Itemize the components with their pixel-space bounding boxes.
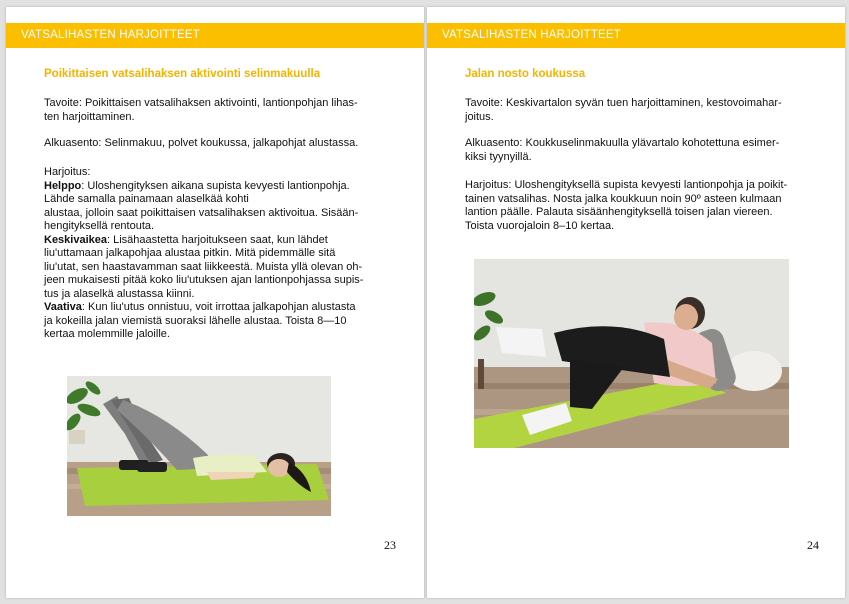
level-line: tus ja alaselkä alustassa kiinni. [44,287,195,300]
level-line: Lähde samalla painamaan alaselkää kohti [44,193,249,205]
instruction-line: Toista vuorojaloin 8–10 kertaa. [465,219,615,232]
start-position-paragraph [465,137,821,164]
section-header-band [6,23,424,48]
document-page-23 [6,7,424,598]
section-header-text: VATSALIHASTEN HARJOITTEET [442,29,622,41]
exercise-title: Jalan nosto koukussa [465,68,586,80]
level-line: hengityksellä rentouta. [44,220,155,232]
goal-line: ten harjoittaminen. [44,110,135,123]
instructions-paragraph [44,166,400,342]
level-line: kertaa molemmille jaloille. [44,328,170,340]
level-line: : Lisähaastetta harjoitukseen saat, kun lähdet [107,233,328,246]
exercise-title: Poikittaisen vatsalihaksen aktivointi selinmakuulla [44,68,321,80]
instructions-heading: Harjoitus: [44,166,91,178]
start-line: kiksi tyynyillä. [465,150,532,163]
level-line: ja kokeilla jalan viemistä suoraksi lähelle alustaa. Toista 8—10 [44,314,347,327]
exercise-photo-pelvic-activation [67,376,331,516]
section-header-band [427,23,845,48]
goal-paragraph [465,97,821,124]
instruction-line: tainen vatsalihas. Nosta jalka koukkuun noin 90º asteen kulmaan [465,192,782,205]
start-line: Alkuasento: Koukkuselinmakuulla ylävartalo kohotettuna esimer- [465,137,780,149]
level-name-easy: Helppo [44,179,82,192]
level-line: : Kun liu'utus onnistuu, voit irrottaa jalkapohjan alustasta [81,301,356,313]
level-line: jeen mukaisesti pitää koko liu'utuksen ajan lantionpohjassa supis- [44,274,364,286]
instructions-paragraph [465,179,821,233]
exercise-photo-leg-lift [474,259,789,448]
level-name-medium: Keskivaikea [44,233,107,246]
instruction-line: Harjoitus: Uloshengityksellä supista kevyesti lantionpohja ja poikit- [465,179,788,191]
level-line: liu'uttamaan jalkapohjaa alustaa pitkin. Mitä pidemmälle sitä [44,247,336,259]
page-number: 23 [384,538,396,552]
start-position-paragraph: Alkuasento: Selinmakuu, polvet koukussa, jalkapohjat alustassa. [44,137,359,149]
goal-line: Tavoite: Poikittaisen vatsalihaksen aktivointi, lantionpohjan lihas- [44,97,358,109]
page-number: 24 [807,538,819,552]
level-line: alustaa, jolloin saat poikittaisen vatsalihaksen aktivoitua. Sisään- [44,206,359,219]
section-header-text: VATSALIHASTEN HARJOITTEET [21,29,201,41]
level-line: : Uloshengityksen aikana supista kevyesti lantionpohja. [81,179,350,192]
goal-line: Tavoite: Keskivartalon syvän tuen harjoittaminen, kestovoimahar- [465,97,782,109]
level-name-hard: Vaativa [44,301,82,313]
goal-paragraph [44,97,400,124]
instruction-line: lantion päälle. Palauta sisäänhengityksellä toisen jalan viereen. [465,206,773,218]
goal-line: joitus. [465,110,494,123]
level-line: liu'utat, sen haastavamman saat liikkeestä. Muista yllä olevan oh- [44,260,363,273]
document-page-24 [427,7,845,598]
